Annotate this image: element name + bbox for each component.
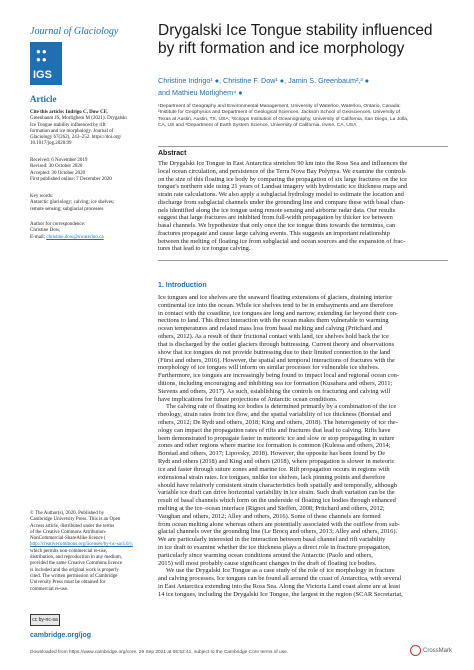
paragraph (158, 403, 448, 567)
affiliation-line: ²Institute for Geophysics and Department of Geological Sciences, Jackson School of Geosciences, University of (158, 110, 400, 116)
license-url-link[interactable]: http://creativecommons.org/licenses/by-nc-sa/4.0/), (30, 542, 133, 548)
email-link[interactable]: christine.dow@uwaterloo.ca (46, 234, 104, 240)
correspondence-name: Christine Dow, (30, 228, 61, 234)
abstract-line: nels identified along the ice tongue using remote sensing and airborne radar data. Our results (158, 206, 396, 214)
citation-line: Greenbaum JS, Morlighem M (2021). Drygalski (30, 116, 127, 122)
license-block (30, 511, 134, 593)
citation-line: Ice Tongue stability influenced by rift (30, 122, 106, 128)
body-line: Rydt and others (2018) and King and others (2018), where propagation is slower in meteoric (158, 458, 395, 466)
body-line: ditions, including encouraging and inhibiting sea ice formation (Kusahara and others, 2011; (158, 379, 393, 387)
body-line: others, 2012). As a result of their frictional contact with land, ice shelves hold back the ice (158, 333, 389, 341)
body-line: Vaughan and others, 2012; Alley and others, 2016). Some of these channels are formed (158, 512, 381, 520)
body-line: result of basal channels which form on the underside of floating ice bodies through enhanced (158, 497, 396, 505)
keywords-heading: Key words: (30, 194, 54, 199)
body-line: melting at the ice–ocean interface (Rignot and Steffen, 2008; Pritchard and others, 2012; (158, 504, 385, 512)
license-line: cited. The written permission of Cambridge (30, 573, 118, 579)
body-line: from ocean melting alone whereas others are potentially associated with the outflow from sub- (158, 520, 400, 528)
journal-name: Journal of Glaciology (30, 26, 119, 37)
correspondence-heading: Author for correspondence: (30, 222, 86, 227)
license-line: Cambridge University Press. This is an Open (30, 517, 121, 523)
introduction-body (158, 294, 448, 599)
body-line: We use the Drygalski Ice Tongue as a case study of the role of ice morphology in fracture (166, 567, 395, 575)
article-type-label: Article (30, 94, 57, 104)
paragraph (158, 294, 448, 403)
abstract-line: strain rate calculations. We also apply a subglacial hydrology model to estimate the location and (158, 191, 404, 198)
body-line: morphology of ice tongues will inform on similar processes for vulnerable ice shelves. (158, 364, 380, 372)
accepted-date: Accepted: 30 October 2020 (30, 170, 86, 176)
crossmark-icon (410, 645, 421, 656)
affiliation-line: CA, US and ⁴Department of Earth System Science, University of California, Irvine, CA, USA (158, 123, 357, 129)
body-line: in ice draft to examine whether the ice thickness plays a direct role in fracture propagation, (158, 544, 391, 551)
body-line: (Fürst and others, 2016). However, the spatial and temporal interactions of fractures with the (158, 356, 395, 364)
divider (158, 260, 448, 261)
body-line: nections to land. This direct interaction with the ocean makes them vulnerable to warming (158, 317, 389, 325)
body-line: have implications for future projections of Antarctic ocean conditions. (158, 395, 338, 403)
body-line: in contact with the coastline, ice tongues are long and narrow, extending far beyond their con- (158, 309, 399, 317)
divider (158, 146, 448, 147)
body-line: zones and other regions where marine ice formation is common (Kulessa and others, 2014; (158, 442, 391, 450)
authors-line[interactable]: and Mathieu Morlighem⁴ ● (158, 88, 243, 97)
abstract-line: fractures propagate and cause large calving events. This suggests an important relationship (158, 229, 390, 237)
author-list (158, 75, 448, 99)
logo-dots-icon: ●● ●● (36, 47, 48, 64)
abstract-text (158, 160, 448, 253)
abstract-line: discharge from subglacial channels under the grounding line and compare these with basal chan- (158, 198, 406, 206)
body-line: The calving rate of floating ice bodies is determined primarily by a combination of the ice (166, 403, 397, 411)
revised-date: Revised: 30 October 2020 (30, 164, 83, 170)
paper-title: Drygalski Ice Tongue stability influenced by rift formation and ice morphology (158, 22, 433, 57)
body-line: Furthermore, ice tongues are increasingly being found to impact local and regional ocean con- (158, 372, 399, 380)
license-line: which permits non-commercial re-use, (30, 548, 108, 554)
abstract-heading: Abstract (158, 150, 187, 157)
body-line: Borstad and others, 2017; Lipovsky, 2018). However, the opposite has been found by De (158, 450, 386, 458)
citation-doi-link[interactable]: 10.1017/jog.2020.99 (30, 141, 72, 147)
body-line: others, 2012; De Rydt and others, 2018; King and others, 2018). The heterogeneity of ice rhe- (158, 419, 398, 426)
body-line: We are particularly interested in the interaction between basal channel and rift variability (158, 536, 386, 544)
journal-name-container (30, 26, 134, 37)
logo-text: IGS (33, 69, 52, 81)
license-line: of the Creative Commons Attribution- (30, 529, 107, 535)
body-line: been demonstrated to propagate faster in meteoric ice and slow or stop propagating in suture (158, 434, 395, 442)
citation-block (30, 110, 134, 148)
body-line: 14 ice tongues, including the Drygalski Ice Tongue, the largest in the region (SCAR Secretariat, (158, 590, 403, 598)
crossmark-badge[interactable] (410, 645, 452, 656)
published-date: First published online: 7 December 2020 (30, 176, 112, 182)
body-line: rheology, strain rates from ice flow, and the spatial variability of ice thickness (Borstad and (158, 411, 392, 419)
license-line: NonCommercial-ShareAlike licence ( (30, 536, 106, 542)
body-line: should have relatively consistent strain characteristics both spatially and temporally, although (158, 481, 397, 489)
correspondence-email-row (30, 235, 134, 241)
received-date: Received: 6 November 2019 (30, 158, 88, 163)
abstract-line: The Drygalski Ice Tongue in East Antarctica stretches 90 km into the Ross Sea and influences the (158, 160, 408, 167)
creative-commons-icon[interactable]: cc by-nc-sa (30, 614, 60, 626)
abstract-line: between the melting of floating ice from subglacial and ocean sources and the expansion of frac- (158, 237, 406, 245)
download-note: Downloaded from https://www.cambridge.org/core. 29 Sep 2021 at 06:52:41, subject to the Cambridge Core terms of use. (30, 650, 289, 655)
license-line: Access article, distributed under the terms (30, 523, 115, 529)
igs-logo (30, 42, 62, 85)
authors-line[interactable]: Christine Indrigo¹ ●, Christine F. Dow¹ ●, Jamin S. Greenbaum²,³ ● (158, 76, 370, 85)
citation-line: Cite this article: Indrigo C, Dow CF, (30, 110, 108, 115)
body-line: in East Antarctica extending into the Ross Sea. Along the Victoria Land coast alone are at least (158, 583, 401, 591)
citation-line: Glaciology 67(262), 243–252. https://doi.org/ (30, 135, 122, 141)
body-line: ice and faster through suture zones and marine ice. Rift propagation occurs in regions with (158, 465, 390, 473)
license-line: distribution, and reproduction in any medium, (30, 555, 123, 561)
affiliation-line: ¹Department of Geography and Environmental Management, University of Waterloo, Waterloo, Ontario, Canada; (158, 104, 401, 109)
citation-line: formation and ice morphology. Journal of (30, 128, 114, 134)
abstract-line: on the size of this floating ice body by comparing the propagation of six large fractures on the ice (158, 175, 408, 183)
body-line: 2015) will most probably cause significant changes in the draft of floating ice bodies. (158, 559, 377, 567)
license-line: © The Author(s), 2020. Published by (30, 511, 105, 516)
dates-block (30, 158, 134, 183)
body-line: ology can impact the propagation rates of rifts and fractures that lead to calving. Rifts have (158, 426, 391, 434)
license-line: University Press must be obtained for (30, 580, 106, 586)
body-line: extensional strain rates. Ice tongues, unlike ice shelves, lack pinning points and therefore (158, 473, 386, 481)
license-line: provided the same Creative Commons licence (30, 561, 123, 567)
keywords-line: Antarctic glaciology; calving; ice shelves; (30, 200, 115, 206)
body-line: Ice tongues and ice shelves are the seaward floating extensions of glaciers, draining interior (158, 294, 393, 301)
email-label: E-mail: (30, 234, 47, 240)
affiliations (158, 104, 448, 130)
license-line: is included and the original work is properly (30, 567, 119, 573)
abstract-line: tongue's northern side using 21 years of Landsat imagery with hydrostatic ice thickness maps and (158, 183, 408, 191)
body-line: variable ice draft can drive horizontal variability in ice strain. Such draft variation can be the (158, 489, 395, 497)
license-line: commercial re-use. (30, 586, 69, 592)
abstract-line: suggest that large fractures are inhibited from full-width propagation by thicker ice between (158, 214, 393, 222)
body-line: show that ice tongues do not provide buttressing due to their limited connection to the land (158, 348, 391, 356)
keywords-block (30, 194, 134, 213)
body-line: that is discharged by the outlet glaciers through buttressing. Current theory and observations (158, 340, 395, 348)
journal-site-link[interactable]: cambridge.org/jog (30, 632, 92, 639)
paragraph (158, 567, 448, 598)
crossmark-label: CrossMark (423, 648, 453, 655)
body-line: Stevens and others, 2017). As such, establishing the controls on fracturing and calving will (158, 387, 391, 395)
body-line: ocean temperatures and related mass loss from basal melting and calving (Pritchard and (158, 325, 383, 333)
affiliation-line: Texas at Austin, Austin, TX, USA; ³Scripps Institution of Oceanography, University of California, San Diego, La Jolla, (158, 116, 409, 122)
keywords-line: remote sensing; subglacial processes (30, 206, 104, 212)
body-line: glacial channels over the grounding line (Le Brocq and others, 2013; Alley and others, 2016). (158, 528, 398, 536)
abstract-line: tures that lead to ice tongue calving. (158, 245, 251, 253)
section-heading-introduction: 1. Introduction (158, 282, 207, 289)
body-line: and calving processes. Ice tongues can be found all around the coast of Antarctica, with several (158, 575, 402, 583)
correspondence-block (30, 222, 134, 241)
body-line: continental ice into the ocean. While ice shelves tend to be in embayments and are therefore (158, 301, 394, 309)
abstract-line: local ocean circulation, and persistence of the Terra Nova Bay Polynya. We examine the controls (158, 167, 406, 175)
abstract-line: basal channels. We hypothesize that only once the ice tongue thins towards the terminus, can (158, 222, 396, 229)
body-line: particularly since warming ocean conditions around the Antarctic (Paolo and others, (158, 551, 373, 559)
